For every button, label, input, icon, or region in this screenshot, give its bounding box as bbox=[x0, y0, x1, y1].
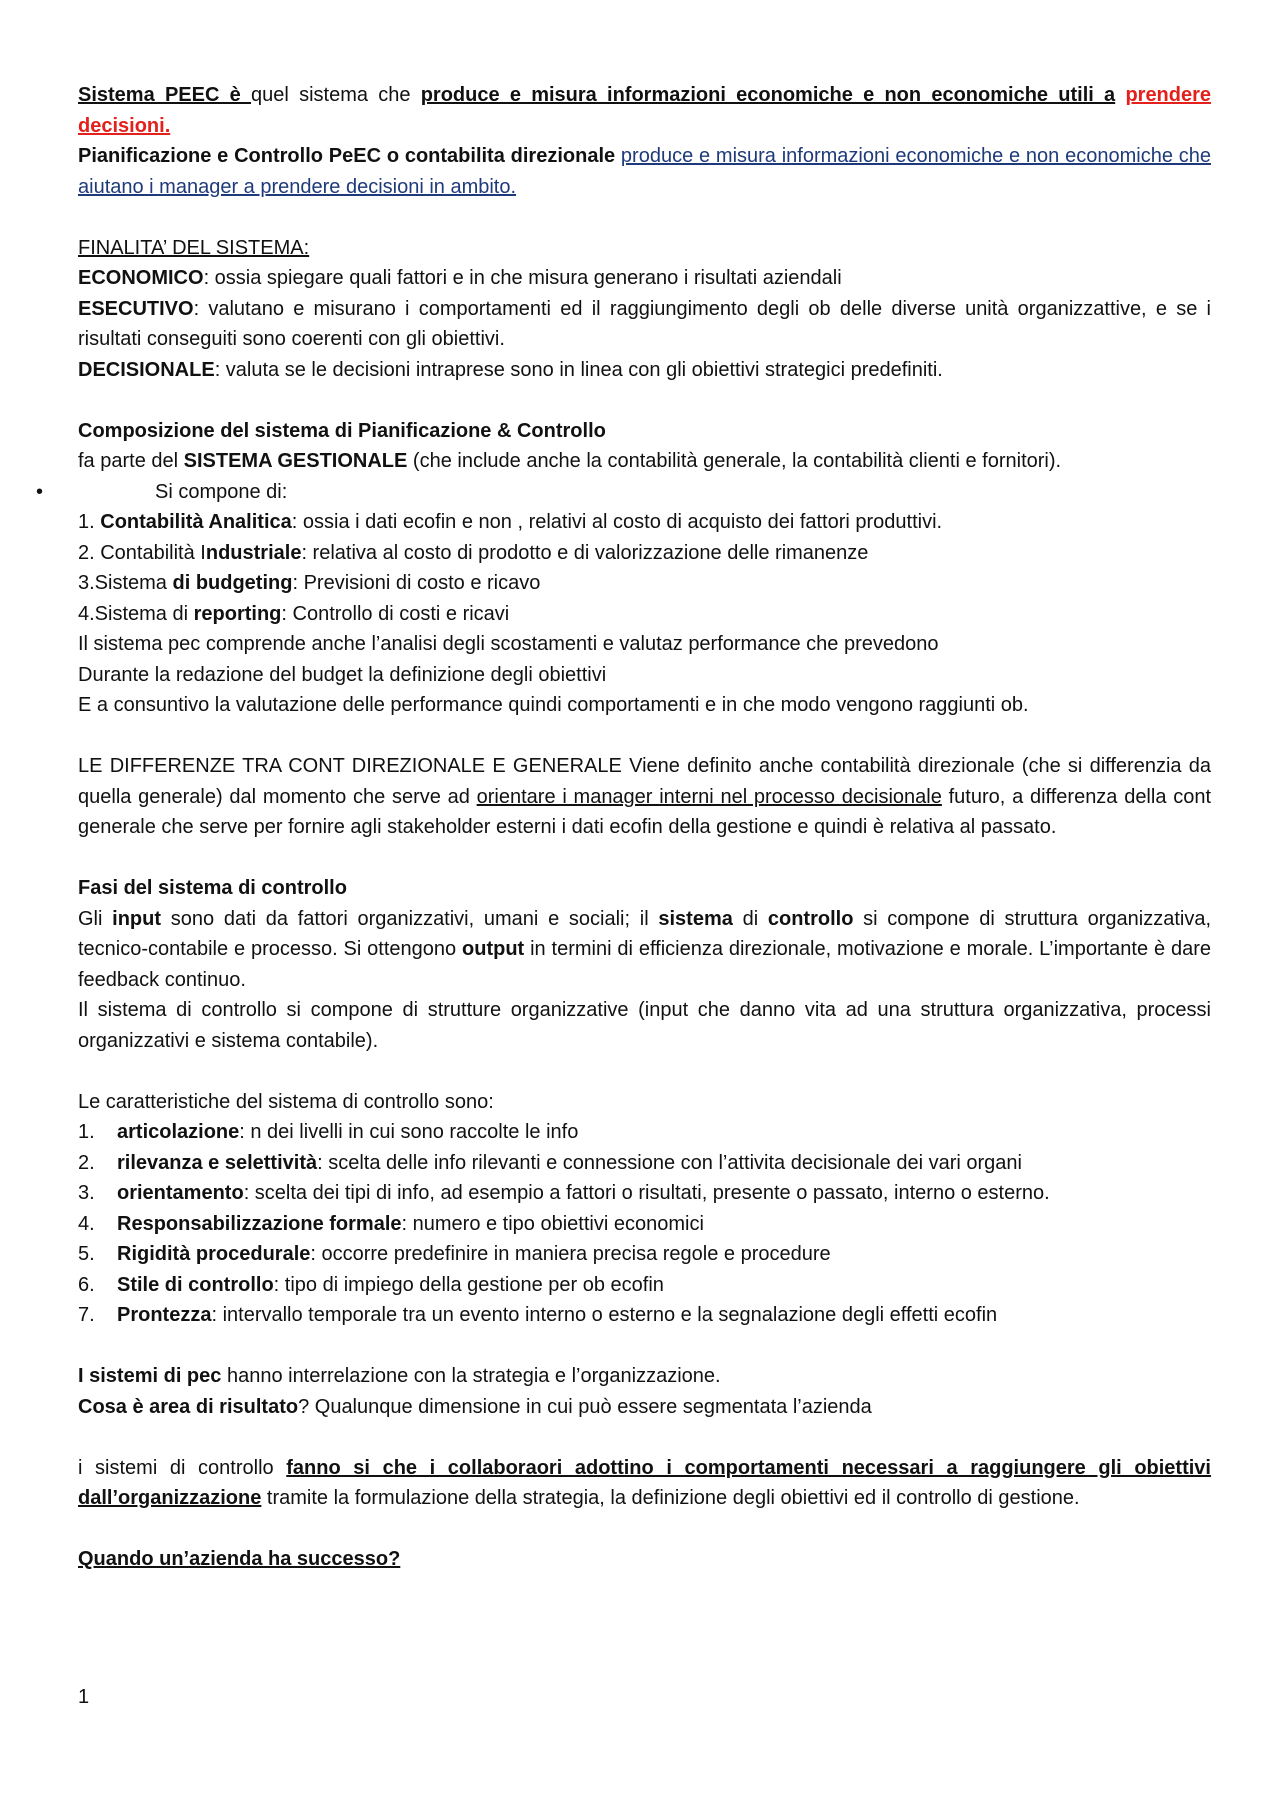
component-1-number: 1. bbox=[78, 511, 101, 533]
list-item-text: : scelta delle info rilevanti e connessione con l’attivita decisionale dei vari organi bbox=[317, 1151, 1022, 1174]
decisionale-label: DECISIONALE bbox=[78, 358, 215, 381]
component-3-label: di budgeting bbox=[172, 572, 293, 594]
list-item-number: 1. bbox=[78, 1121, 95, 1143]
list-item-label: orientamento bbox=[117, 1182, 244, 1204]
intro-text: quel sistema che bbox=[251, 84, 421, 106]
consuntivo-line: E a consuntivo la valutazione delle performance quindi comportamenti e in che modo vengono raggiunti ob. bbox=[78, 694, 1029, 716]
area-risultato-label: Cosa è area di risultato bbox=[78, 1395, 299, 1418]
component-2-label: ndustriale bbox=[205, 541, 302, 564]
component-1-label: Contabilità Analitica bbox=[100, 511, 292, 533]
sistema-gestionale: SISTEMA GESTIONALE bbox=[183, 450, 408, 472]
intro-definition: produce e misura informazioni economiche e non economiche utili a bbox=[420, 84, 1116, 106]
esecutivo-text: : valutano e misurano i comportamenti ed il raggiungimento degli ob delle diverse unità organizzattive, e se i risultati conseguiti sono coerenti con gli obiettivi. bbox=[78, 297, 1211, 350]
list-item bbox=[78, 1270, 1211, 1301]
si-compone-item bbox=[36, 477, 1211, 508]
finalita-economico bbox=[78, 263, 1211, 294]
list-item bbox=[78, 1117, 1211, 1148]
component-4-text: : Controllo di costi e ricavi bbox=[281, 602, 510, 625]
list-item-text: : scelta dei tipi di info, ad esempio a fattori o risultati, presente o passato, interno o esterno. bbox=[243, 1182, 1050, 1204]
differenze-text-b: futuro, a differenza della cont generale che serve per fornire agli stakeholder esterni i dati ecofin della gestione e quindi è relativa al passato. bbox=[78, 785, 1212, 838]
composizione-title: Composizione del sistema di Pianificazione & Controllo bbox=[78, 419, 606, 442]
differenze-paragraph bbox=[78, 751, 1211, 843]
bullet-icon: • bbox=[36, 480, 44, 503]
intro-red-text: prendere decisioni. bbox=[78, 84, 1212, 137]
pec-blue-text: produce e misura informazioni economiche e non economiche che aiutano i manager a prendere decisioni in ambito. bbox=[78, 145, 1211, 198]
page-number: 1 bbox=[78, 1686, 90, 1708]
list-item bbox=[78, 1239, 1211, 1270]
list-item-label: rilevanza e selettività bbox=[117, 1151, 318, 1174]
list-item bbox=[78, 1178, 1211, 1209]
finalita-esecutivo bbox=[78, 294, 1211, 355]
input-term: input bbox=[112, 907, 162, 930]
budget-line: Durante la redazione del budget la definizione degli obiettivi bbox=[78, 663, 607, 686]
list-item-text: : intervallo temporale tra un evento interno o esterno e la segnalazione degli effetti ecofin bbox=[211, 1304, 998, 1326]
fasi-text-g: si compone di struttura organizzativa, tecnico-contabile e processo. Si ottengono bbox=[78, 907, 1212, 960]
caratteristiche-list bbox=[78, 1117, 1211, 1331]
list-item-number: 3. bbox=[78, 1182, 95, 1204]
finalita-decisionale bbox=[78, 355, 1211, 386]
fasi-text-c: sono dati da fattori organizzativi, umani e sociali; il bbox=[161, 907, 659, 930]
composizione-line bbox=[78, 446, 1211, 477]
collab-underlined: fanno si che i collaboraori adottino i comportamenti necessari a raggiungere gli obiettivi dall’organizzazione bbox=[78, 1456, 1211, 1509]
differenze-underlined: orientare i manager interni nel processo decisionale bbox=[476, 785, 942, 808]
pec-term: Pianificazione e Controllo PeEC o contabilita direzionale bbox=[78, 145, 621, 167]
list-item-text: : n dei livelli in cui sono raccolte le info bbox=[239, 1121, 579, 1143]
pec-definition bbox=[78, 141, 1211, 202]
list-item-label: Responsabilizzazione formale bbox=[117, 1212, 402, 1235]
list-item-number: 4. bbox=[78, 1212, 95, 1235]
esecutivo-label: ESECUTIVO bbox=[78, 297, 194, 320]
economico-label: ECONOMICO bbox=[78, 267, 204, 289]
area-risultato-text: ? Qualunque dimensione in cui può essere segmentata l’azienda bbox=[298, 1395, 872, 1418]
component-3-prefix: 3.Sistema bbox=[78, 572, 173, 594]
list-item-label: Prontezza bbox=[117, 1304, 212, 1326]
successo-heading: Quando un’azienda ha successo? bbox=[78, 1548, 401, 1570]
list-item-number: 6. bbox=[78, 1273, 95, 1296]
collaboratori-paragraph bbox=[78, 1453, 1211, 1514]
si-compone-text: Si compone di: bbox=[155, 480, 288, 503]
component-4 bbox=[78, 599, 1211, 630]
list-item-text: : occorre predefinire in maniera precisa regole e procedure bbox=[310, 1243, 831, 1265]
collab-text-b: tramite la formulazione della strategia, la definizione degli obiettivi ed il controllo di gestione. bbox=[261, 1487, 1080, 1509]
fasi-text-i: in termini di efficienza direzionale, motivazione e morale. L’importante è dare feedback continuo. bbox=[78, 938, 1211, 991]
component-4-prefix: 4.Sistema di bbox=[78, 602, 194, 625]
finalita-title: FINALITA’ DEL SISTEMA: bbox=[78, 236, 310, 259]
output-term: output bbox=[462, 938, 525, 960]
component-3 bbox=[78, 568, 1211, 599]
economico-text: : ossia spiegare quali fattori e in che misura generano i risultati aziendali bbox=[203, 267, 842, 289]
list-item bbox=[78, 1209, 1211, 1240]
component-2 bbox=[78, 538, 1211, 569]
pec-analysis-line: Il sistema pec comprende anche l’analisi degli scostamenti e valutaz performance che prevedono bbox=[78, 633, 939, 655]
component-4-label: reporting bbox=[193, 602, 282, 625]
area-risultato-line bbox=[78, 1392, 1211, 1423]
fasi-text-a: Gli bbox=[78, 907, 113, 930]
sistemi-pec-text: hanno interrelazione con la strategia e l’organizzazione. bbox=[221, 1365, 721, 1387]
differenze-text-a: LE DIFFERENZE TRA CONT DIREZIONALE E GENERALE Viene definito anche contabilità direzionale (che si differenzia da quella generale) dal momento che serve ad bbox=[78, 755, 1211, 808]
sistemi-pec-label: I sistemi di pec bbox=[78, 1365, 222, 1387]
list-item bbox=[78, 1148, 1211, 1179]
collab-text-a: i sistemi di controllo bbox=[78, 1456, 287, 1479]
list-item-number: 5. bbox=[78, 1243, 95, 1265]
component-2-prefix: 2. Contabilità I bbox=[78, 541, 206, 564]
intro-term: Sistema PEEC è bbox=[78, 84, 252, 106]
decisionale-text: : valuta se le decisioni intraprese sono in linea con gli obiettivi strategici predefiniti. bbox=[214, 358, 943, 381]
fasi-text-e: di bbox=[732, 907, 768, 930]
component-2-text: : relativa al costo di prodotto e di valorizzazione delle rimanenze bbox=[301, 541, 869, 564]
fasi-title: Fasi del sistema di controllo bbox=[78, 877, 347, 899]
component-3-text: : Previsioni di costo e ricavo bbox=[292, 572, 541, 594]
list-item-label: Rigidità procedurale bbox=[117, 1243, 311, 1265]
list-item-label: articolazione bbox=[117, 1121, 240, 1143]
list-item bbox=[78, 1300, 1211, 1331]
composizione-text-c: (che include anche la contabilità generale, la contabilità clienti e fornitori). bbox=[407, 450, 1062, 472]
document-page bbox=[36, 80, 1212, 1575]
sistema-term: sistema bbox=[658, 907, 733, 930]
caratteristiche-intro: Le caratteristiche del sistema di controllo sono: bbox=[78, 1090, 494, 1113]
controllo-term: controllo bbox=[767, 907, 854, 930]
list-item-label: Stile di controllo bbox=[117, 1273, 274, 1296]
list-item-text: : tipo di impiego della gestione per ob ecofin bbox=[273, 1273, 664, 1296]
fasi-paragraph-2: Il sistema di controllo si compone di strutture organizzative (input che danno vita ad una struttura organizzativa, processi organizzativi e sistema contabile). bbox=[78, 999, 1211, 1052]
sistemi-pec-line bbox=[78, 1361, 1211, 1392]
fasi-paragraph bbox=[78, 904, 1211, 996]
composizione-text-a: fa parte del bbox=[78, 450, 184, 472]
component-1 bbox=[78, 507, 1211, 538]
intro-paragraph bbox=[78, 80, 1211, 141]
list-item-number: 2. bbox=[78, 1151, 95, 1174]
list-item-text: : numero e tipo obiettivi economici bbox=[401, 1212, 704, 1235]
list-item-number: 7. bbox=[78, 1304, 95, 1326]
component-1-text: : ossia i dati ecofin e non , relativi al costo di acquisto dei fattori produttivi. bbox=[291, 511, 943, 533]
